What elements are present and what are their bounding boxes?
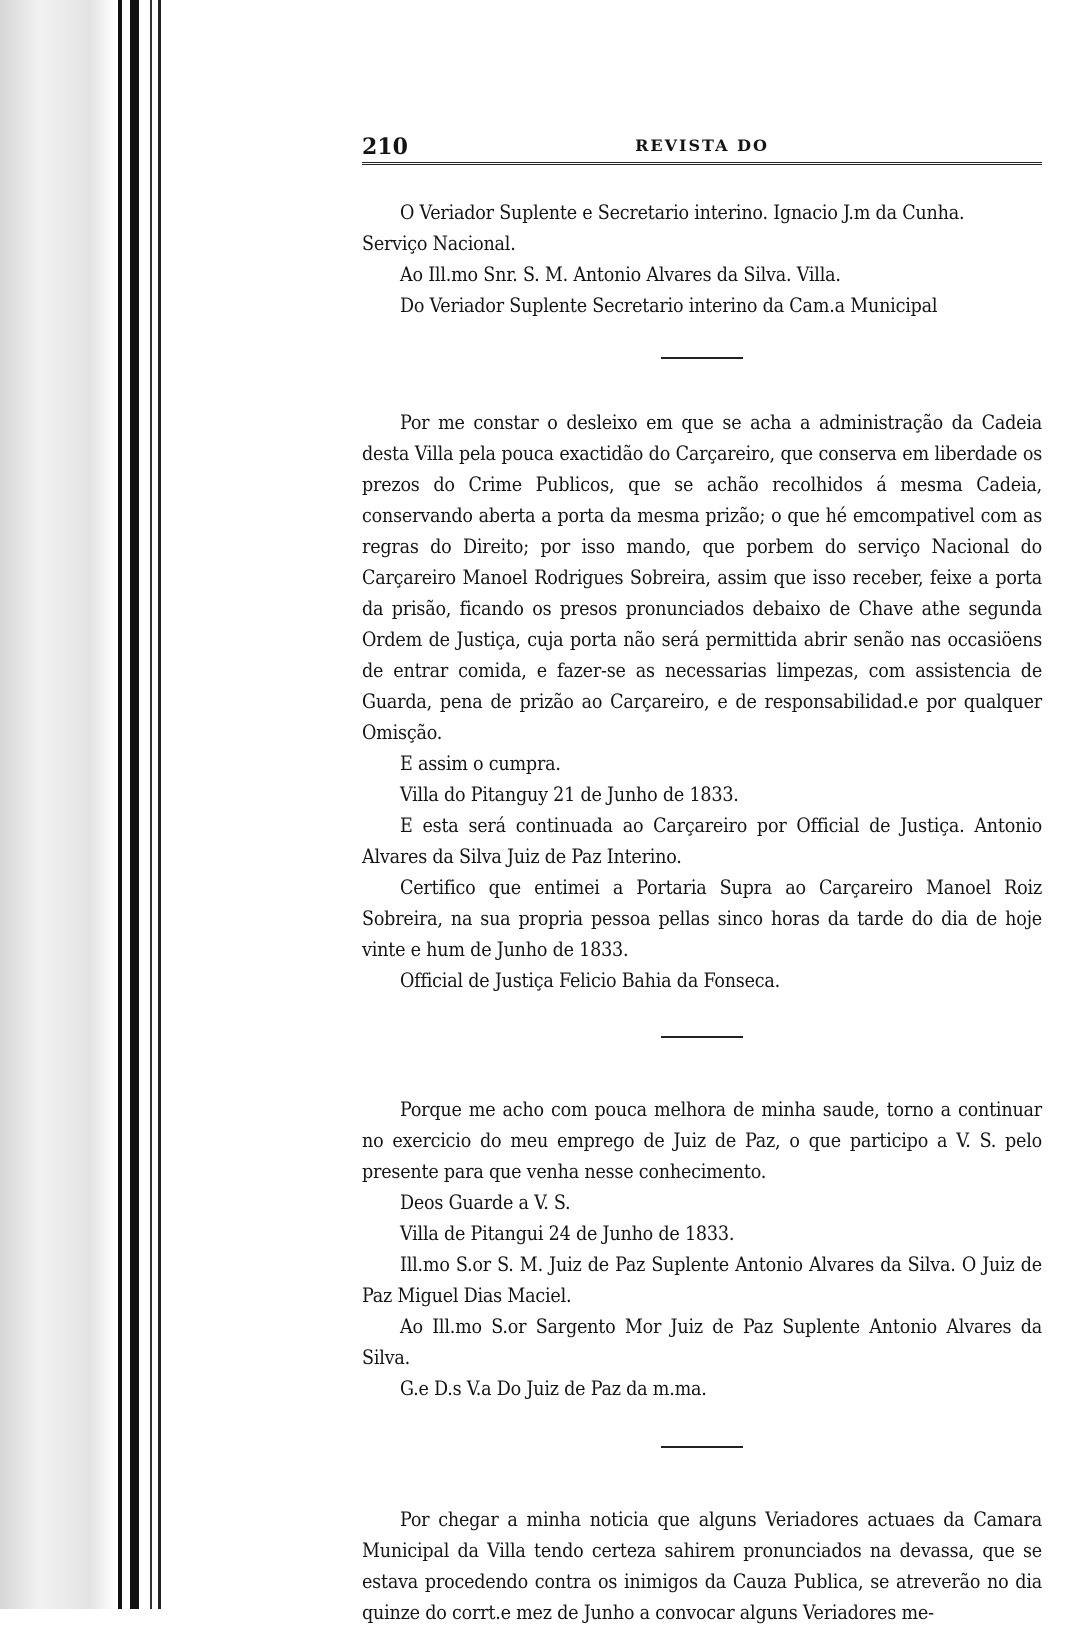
section-juiz-de-paz-letter	[362, 1094, 1042, 1404]
section-closing-letter	[362, 197, 1042, 321]
book-page	[362, 128, 1042, 1628]
spine-line	[118, 0, 122, 1609]
paragraph: Official de Justiça Felicio Bahia da Fonseca.	[400, 969, 781, 992]
paragraph: Deos Guarde a V. S.	[400, 1191, 571, 1214]
paragraph: Villa do Pitanguy 21 de Junho de 1833.	[400, 783, 739, 806]
paragraph: Villa de Pitangui 24 de Junho de 1833.	[400, 1222, 735, 1245]
section-camara-notice	[362, 1504, 1042, 1628]
spine-line	[158, 0, 161, 1609]
paragraph: Do Veriador Suplente Secretario interino da Cam.a Municipal	[400, 294, 938, 317]
paragraph: E assim o cumpra.	[400, 752, 561, 775]
section-divider	[661, 357, 743, 359]
section-portaria	[362, 407, 1042, 996]
paragraph: G.e D.s V.a Do Juiz de Paz da m.ma.	[400, 1377, 707, 1400]
section-divider	[661, 1036, 743, 1038]
running-head	[362, 128, 1042, 165]
page-number: 210	[362, 134, 408, 160]
paragraph: O Veriador Suplente e Secretario interino. Ignacio J.m da Cunha.	[400, 201, 965, 224]
paragraph: Ill.mo S.or S. M. Juiz de Paz Suplente Antonio Alvares da Silva. O Juiz de Paz Miguel Dias Maciel.	[362, 1253, 1042, 1307]
paragraph: Por me constar o desleixo em que se acha a administração da Cadeia desta Villa pela pouca exactidão do Carçareiro, que conserva em liberdade os prezos do Crime Publicos, que se achão recolhidos á mesma Cadeia, conservando aberta a porta da mesma prizão; o que hé emcompativel com as regras do Direito; por isso mando, que porbem do serviço Nacional do Carçareiro Manoel Rodrigues Sobreira, assim que isso receber, feixe a porta da prisão, ficando os presos pronunciados debaixo de Chave athe segunda Ordem de Justiça, cuja porta não será permittida abrir senão nas occasiöens de entrar comida, e fazer-se as necessarias limpezas, com assistencia de Guarda, pena de prizão ao Carçareiro, e de responsabilidad.e por qualquer Omisção.	[362, 411, 1042, 744]
journal-title: REVISTA DO	[635, 136, 769, 155]
paragraph: Ao Ill.mo Snr. S. M. Antonio Alvares da Silva. Villa.	[400, 263, 841, 286]
spine-line	[150, 0, 152, 1609]
paragraph: Serviço Nacional.	[362, 232, 516, 255]
spine-line	[130, 0, 139, 1609]
paragraph: Ao Ill.mo S.or Sargento Mor Juiz de Paz Suplente Antonio Alvares da Silva.	[362, 1315, 1042, 1369]
paragraph: Por chegar a minha noticia que alguns Veriadores actuaes da Camara Municipal da Villa tendo certeza sahirem pronunciados na devassa, que se estava procedendo contra os inimigos da Cauza Publica, se atreverão no dia quinze do corrt.e mez de Junho a convocar alguns Veriadores me-	[362, 1508, 1042, 1624]
paragraph: Porque me acho com pouca melhora de minha saude, torno a continuar no exercicio do meu emprego de Juiz de Paz, o que participo a V. S. pelo presente para que venha nesse conhecimento.	[362, 1098, 1042, 1183]
section-divider	[661, 1446, 743, 1448]
paragraph: Certifico que entimei a Portaria Supra ao Carçareiro Manoel Roiz Sobreira, na sua propria pessoa pellas sinco horas da tarde do dia de hoje vinte e hum de Junho de 1833.	[362, 876, 1042, 961]
paragraph: E esta será continuada ao Carçareiro por Official de Justiça. Antonio Alvares da Silva Juiz de Paz Interino.	[362, 814, 1042, 868]
